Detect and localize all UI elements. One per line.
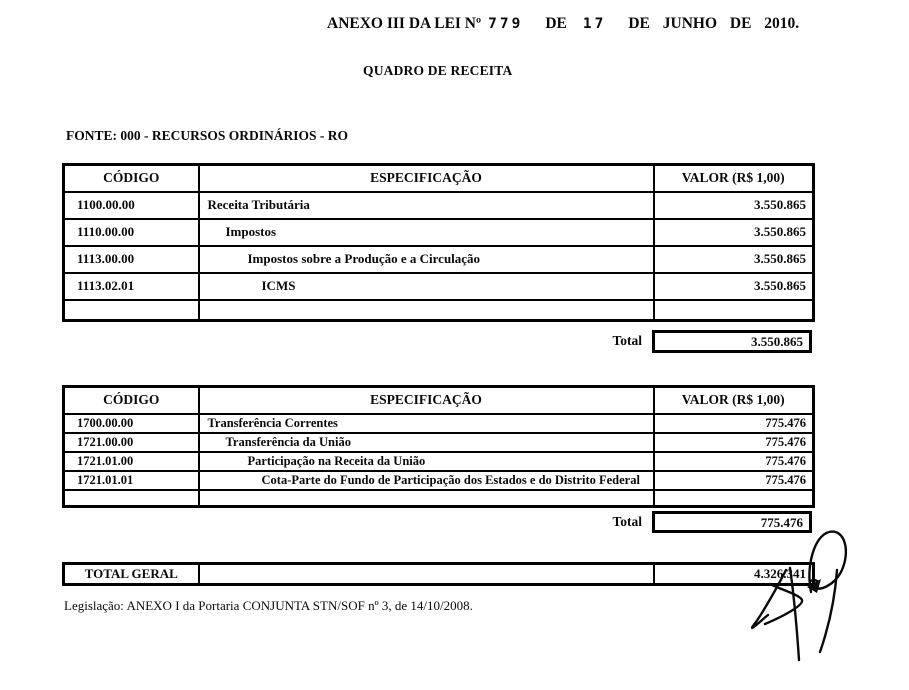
title-prefix: ANEXO III DA LEI Nº [327, 15, 482, 32]
valor-cell: 775.476 [654, 414, 814, 433]
codigo-cell: 1721.00.00 [64, 433, 199, 452]
table-row [64, 564, 814, 585]
especificacao-cell: Cota-Parte do Fundo de Participação dos Estados e do Distrito Federal [199, 471, 654, 490]
document-subtitle: QUADRO DE RECEITA [363, 63, 513, 78]
valor-cell: 775.476 [654, 471, 814, 490]
total-label: Total [612, 333, 642, 348]
table1-col-valor: VALOR (R$ 1,00) [654, 165, 814, 192]
codigo-cell: 1113.00.00 [64, 246, 199, 273]
table1-col-codigo: CÓDIGO [64, 165, 199, 192]
valor-cell [654, 490, 814, 507]
especificacao-cell: ICMS [199, 273, 654, 300]
especificacao-cell [199, 490, 654, 507]
valor-cell: 3.550.865 [654, 192, 814, 219]
day-number: 17 [582, 16, 607, 32]
total-value: 3.550.865 [652, 330, 812, 353]
valor-cell: 3.550.865 [654, 219, 814, 246]
codigo-cell: 1100.00.00 [64, 192, 199, 219]
especificacao-cell: Impostos [199, 219, 654, 246]
especificacao-cell: Transferência da União [199, 433, 654, 452]
fonte-label: FONTE: 000 - RECURSOS ORDINÁRIOS - RO [66, 128, 349, 143]
especificacao-cell: Impostos sobre a Produção e a Circulação [199, 246, 654, 273]
legislacao-footnote: Legislação: ANEXO I da Portaria CONJUNTA STN/SOF nº 3, de 14/10/2008. [64, 598, 473, 613]
total-label: Total [612, 514, 642, 529]
table-empty-row [64, 300, 814, 321]
revenue-table-1 [62, 163, 812, 322]
table-row [64, 192, 814, 219]
table2-header-row [64, 387, 814, 414]
codigo-cell: 1721.01.01 [64, 471, 199, 490]
table-row [64, 452, 814, 471]
table2-col-especificacao: ESPECIFICAÇÃO [199, 387, 654, 414]
codigo-cell: 1721.01.00 [64, 452, 199, 471]
codigo-cell: 1113.02.01 [64, 273, 199, 300]
especificacao-cell: Participação na Receita da União [199, 452, 654, 471]
document-title [327, 15, 799, 33]
title-de-word: DE [545, 15, 567, 32]
table2-total-row [62, 511, 812, 533]
especificacao-cell: Receita Tributária [199, 192, 654, 219]
codigo-cell: 1110.00.00 [64, 219, 199, 246]
table-row [64, 219, 814, 246]
valor-cell: 775.476 [654, 433, 814, 452]
codigo-cell [64, 300, 199, 321]
valor-cell: 3.550.865 [654, 246, 814, 273]
table1-col-especificacao: ESPECIFICAÇÃO [199, 165, 654, 192]
valor-cell: 775.476 [654, 452, 814, 471]
table-row [64, 273, 814, 300]
handwritten-signature-icon [750, 524, 908, 690]
law-number: 779 [488, 16, 524, 32]
table-row [64, 246, 814, 273]
total-geral-empty-cell [199, 564, 654, 585]
especificacao-cell [199, 300, 654, 321]
table1-total-row [62, 330, 812, 353]
table-row [64, 471, 814, 490]
revenue-table-2 [62, 385, 812, 508]
valor-cell [654, 300, 814, 321]
total-value: 775.476 [652, 511, 812, 533]
table2-col-valor: VALOR (R$ 1,00) [654, 387, 814, 414]
table1-header-row [64, 165, 814, 192]
title-suffix: DE JUNHO DE 2010. [628, 15, 800, 32]
table-empty-row [64, 490, 814, 507]
total-geral-row [62, 562, 812, 586]
codigo-cell [64, 490, 199, 507]
table-row [64, 414, 814, 433]
total-geral-label: TOTAL GERAL [64, 564, 199, 585]
total-geral-value: 4.326.341 [654, 564, 814, 585]
table-row [64, 433, 814, 452]
table2-col-codigo: CÓDIGO [64, 387, 199, 414]
codigo-cell: 1700.00.00 [64, 414, 199, 433]
especificacao-cell: Transferência Correntes [199, 414, 654, 433]
valor-cell: 3.550.865 [654, 273, 814, 300]
